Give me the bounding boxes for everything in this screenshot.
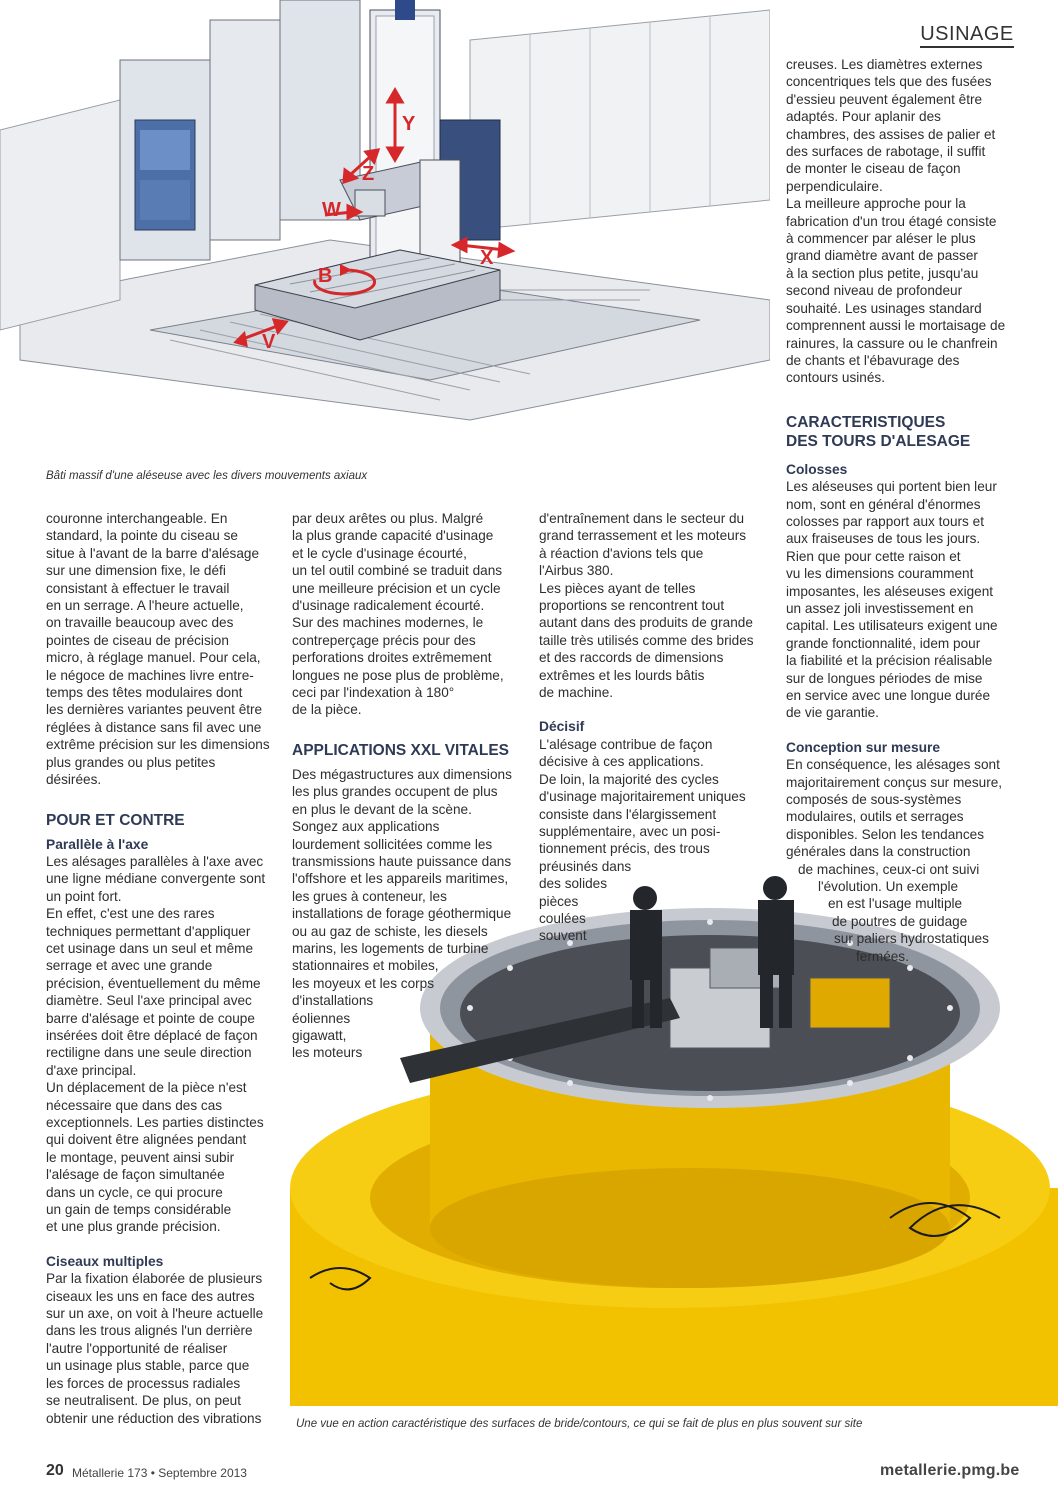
- col2-line: les grues à conteneur, les: [292, 888, 447, 904]
- col1-line: et une plus grande précision.: [46, 1219, 221, 1235]
- col1-line: sur un axe, on voit à l'heure actuelle: [46, 1306, 264, 1322]
- publication-info: Métallerie 173 • Septembre 2013: [72, 1466, 247, 1480]
- col1-line: plus grandes ou plus petites: [46, 754, 216, 770]
- subheading-ciseaux-multiples: Ciseaux multiples: [46, 1253, 164, 1269]
- col1-line: exceptionnels. Les parties distinctes: [46, 1115, 264, 1130]
- col1-line: les dernières variantes peuvent être: [46, 702, 263, 718]
- col3-line: tionnement précis, des trous: [539, 841, 710, 857]
- col1-line: obtenir une réduction des vibrations: [46, 1410, 262, 1426]
- col2-line: stationnaires et mobiles,: [292, 958, 439, 974]
- col4-line: aux fraiseuses de tous les jours.: [786, 531, 981, 547]
- col2-line: par deux arêtes ou plus. Malgré: [292, 511, 484, 526]
- axis-label-b: B: [318, 265, 333, 287]
- column-4: [786, 56, 1016, 965]
- heading-pour-et-contre: POUR ET CONTRE: [46, 811, 185, 829]
- col2-line: Sur des machines modernes, le: [292, 615, 484, 631]
- figure-caption-bottom: Une vue en action caractéristique des surfaces de bride/contours, ce qui se fait de plus en plus souvent sur site: [296, 1418, 863, 1430]
- heading-applications-xxl: APPLICATIONS XXL VITALES: [292, 741, 510, 759]
- col1-line: dans un cycle, ce qui procure: [46, 1184, 223, 1200]
- col3-line: décisive à ces applications.: [539, 754, 704, 770]
- col3-line: l'Airbus 380.: [539, 563, 614, 579]
- col2-line: éoliennes: [292, 1010, 351, 1026]
- axis-label-x: X: [480, 247, 494, 269]
- col4-line: imposantes, les aléseuses exigent: [786, 583, 994, 599]
- col2-line: et le cycle d'usinage écourté,: [292, 545, 467, 561]
- column-1: [46, 510, 276, 1427]
- col3-line: grand terrassement et les moteurs: [539, 528, 747, 544]
- col3-line: à réaction d'avions tels que: [539, 545, 704, 561]
- heading-caracteristiques-line1: CARACTERISTIQUES: [786, 413, 946, 431]
- col1-line: situe à l'avant de la barre d'alésage: [46, 545, 260, 561]
- col3-line: coulées: [539, 910, 586, 926]
- col4-line: Les aléseuses qui portent bien leur: [786, 479, 997, 495]
- col1-line: sur une dimension fixe, le défi: [46, 563, 226, 579]
- col4-line: La meilleure approche pour la: [786, 196, 966, 212]
- col4-line: grand diamètre avant de passer: [786, 248, 978, 264]
- figure-caption-top: Bâti massif d'une aléseuse avec les divers mouvements axiaux: [46, 470, 368, 482]
- column-3: [539, 510, 769, 945]
- col2-line: les moteurs: [292, 1045, 363, 1061]
- col2-line: contreperçage précis pour des: [292, 632, 476, 648]
- col1-line: un usinage plus stable, parce que: [46, 1358, 250, 1374]
- col4-line: En conséquence, les alésages sont: [786, 757, 1000, 773]
- col1-line: micro, à réglage manuel. Pour cela,: [46, 650, 261, 666]
- col1-line: techniques permettant d'appliquer: [46, 923, 251, 939]
- col4-line: majoritairement conçus sur mesure,: [786, 774, 1003, 790]
- heading-caracteristiques-line2: DES TOURS D'ALESAGE: [786, 432, 971, 450]
- subheading-conception-sur-mesure: Conception sur mesure: [786, 739, 941, 755]
- col1-line: réglées à distance sans fil avec une: [46, 719, 262, 735]
- col1-line: les forces de processus radiales: [46, 1375, 241, 1391]
- col1-line: le négoce de machines livre entre-: [46, 667, 254, 683]
- col1-line: en un serrage. A l'heure actuelle,: [46, 598, 244, 614]
- col2-line: les moyeux et les corps: [292, 975, 435, 991]
- col3-line: souvent: [539, 928, 587, 944]
- col2-line: d'installations: [292, 993, 374, 1009]
- col1-line: une ligne médiane convergente sont: [46, 871, 266, 887]
- col3-line: extrêmes et les lourds bâtis: [539, 667, 705, 683]
- section-tag: USINAGE: [920, 22, 1014, 48]
- col1-line: un gain de temps considérable: [46, 1202, 232, 1218]
- col4-line: adaptés. Pour aplanir des: [786, 109, 941, 125]
- col2-line: perforations droites extrêmement: [292, 650, 492, 666]
- boring-machine-illustration: [0, 0, 770, 460]
- subheading-colosses: Colosses: [786, 461, 848, 477]
- col2-line: un tel outil combiné se traduit dans: [292, 563, 503, 579]
- col2-line: ou au gaz de schiste, les diesels: [292, 923, 488, 939]
- col3-line: autant dans des produits de grande: [539, 615, 753, 631]
- col4-line: rainures, la cassure ou le chanfrein: [786, 335, 998, 351]
- col4-line: de chants et l'ébavurage des: [786, 352, 960, 368]
- col2-line: une meilleure précision et un cycle: [292, 580, 501, 596]
- col1-line: extrême précision sur les dimensions: [46, 737, 270, 753]
- col4-line: sur paliers hydrostatiques: [834, 931, 989, 947]
- col1-line: l'alésage de façon simultanée: [46, 1167, 225, 1183]
- col4-line: sur de longues périodes de mise: [786, 670, 983, 686]
- col4-line: disponibles. Selon les tendances: [786, 826, 984, 842]
- axis-label-v: V: [262, 331, 276, 353]
- col4-line: comprennent aussi le mortaisage de: [786, 318, 1006, 334]
- col4-line: perpendiculaire.: [786, 178, 883, 194]
- website-link[interactable]: metallerie.pmg.be: [880, 1462, 1020, 1479]
- page-number: 20: [46, 1462, 64, 1479]
- col3-line: pièces: [539, 893, 579, 909]
- col2-line: l'offshore et les appareils maritimes,: [292, 871, 509, 887]
- col4-line: grande fonctionnalité, idem pour: [786, 635, 981, 651]
- col1-line: Par la fixation élaborée de plusieurs: [46, 1271, 263, 1287]
- col1-line: on travaille beaucoup avec des: [46, 615, 234, 631]
- col4-line: modulaires, outils et serrages: [786, 809, 964, 825]
- subheading-parallele: Parallèle à l'axe: [46, 836, 149, 852]
- col2-line: de la pièce.: [292, 702, 362, 718]
- col4-line: second niveau de profondeur: [786, 283, 963, 299]
- col2-line: installations de forage géothermique: [292, 906, 512, 922]
- col1-line: le montage, peuvent ainsi subir: [46, 1149, 235, 1165]
- col1-line: cet usinage dans un seul et même: [46, 940, 254, 956]
- col3-line: taille très utilisés comme des brides: [539, 632, 754, 648]
- col4-line: d'essieu peuvent également être: [786, 91, 983, 107]
- col1-line: standard, la pointe du ciseau se: [46, 528, 238, 544]
- col4-line: creuses. Les diamètres externes: [786, 57, 983, 72]
- col1-line: Les alésages parallèles à l'axe avec: [46, 853, 264, 869]
- col2-line: les plus grandes occupent de plus: [292, 784, 498, 800]
- col2-line: Des mégastructures aux dimensions: [292, 766, 512, 782]
- col3-line: L'alésage contribue de façon: [539, 736, 713, 752]
- col2-line: gigawatt,: [292, 1027, 347, 1043]
- col4-line: souhaité. Les usinages standard: [786, 300, 982, 316]
- col1-line: dans les trous alignés l'un derrière: [46, 1323, 253, 1339]
- subheading-decisif: Décisif: [539, 719, 585, 735]
- col1-line: ciseaux les uns en face des autres: [46, 1288, 255, 1304]
- col4-line: en service avec une longue durée: [786, 688, 991, 703]
- col3-line: d'entraînement dans le secteur du: [539, 511, 745, 526]
- col2-line: d'usinage radicalement écourté.: [292, 598, 485, 614]
- col3-line: de machine.: [539, 685, 614, 701]
- col1-line: diamètre. Seul l'axe principal avec: [46, 993, 252, 1009]
- col3-line: consiste dans l'élargissement: [539, 806, 717, 822]
- col1-line: pointes de ciseau de précision: [46, 632, 229, 648]
- col4-line: fermées.: [856, 948, 909, 964]
- col4-line: des surfaces de rabotage, il suffit: [786, 144, 986, 160]
- axis-label-w: W: [322, 199, 341, 221]
- col1-line: consistant à effectuer le travail: [46, 580, 230, 596]
- col2-line: la plus grande capacité d'usinage: [292, 528, 494, 544]
- col3-line: Les pièces ayant de telles: [539, 580, 696, 596]
- col1-line: rectiligne dans une seule direction: [46, 1045, 252, 1061]
- col1-line: précision, éventuellement du même: [46, 975, 261, 991]
- col4-line: générales dans la construction: [786, 844, 971, 860]
- col1-line: qui doivent être alignées pendant: [46, 1132, 247, 1148]
- col4-line: la fiabilité et la précision réalisable: [786, 653, 993, 669]
- col1-line: l'autre l'opportunité de réaliser: [46, 1340, 228, 1356]
- col4-line: capital. Les utilisateurs exigent une: [786, 618, 998, 634]
- col3-line: De loin, la majorité des cycles: [539, 771, 719, 787]
- col2-line: Songez aux applications: [292, 819, 440, 835]
- col2-line: en plus le devant de la scène.: [292, 801, 472, 817]
- col4-line: à commencer par aléser le plus: [786, 231, 976, 247]
- col3-line: préusinés dans: [539, 858, 632, 874]
- col4-line: de monter le ciseau de façon: [786, 161, 961, 177]
- axis-label-z: Z: [362, 163, 375, 185]
- col4-line: vu les dimensions couramment: [786, 566, 974, 582]
- col3-line: des solides: [539, 876, 608, 892]
- col2-line: lourdement sollicitées comme les: [292, 836, 493, 852]
- col4-line: l'évolution. Un exemple: [818, 879, 959, 895]
- col4-line: de poutres de guidage: [832, 913, 968, 929]
- col4-line: contours usinés.: [786, 370, 885, 386]
- col1-line: couronne interchangeable. En: [46, 511, 228, 526]
- col4-line: nom, sont en général d'énormes: [786, 496, 981, 512]
- col1-line: insérées doit être déplacé de façon: [46, 1027, 258, 1043]
- col3-line: proportions se rencontrent tout: [539, 598, 725, 614]
- col2-line: marins, les logements de turbine: [292, 940, 489, 956]
- col2-line: ceci par l'indexation à 180°: [292, 685, 455, 701]
- col1-line: En effet, c'est une des rares: [46, 906, 215, 922]
- heading-caracteristiques: [786, 413, 1016, 451]
- col2-line: longues ne pose plus de problème,: [292, 667, 504, 683]
- col3-line: supplémentaire, avec un posi-: [539, 823, 721, 839]
- col4-line: chambres, des assises de palier et: [786, 126, 996, 142]
- col4-line: concentriques tels que des fusées: [786, 74, 992, 90]
- col1-line: un point fort.: [46, 888, 122, 904]
- col1-line: barre d'alésage et pointe de coupe: [46, 1010, 255, 1026]
- axis-label-y: Y: [402, 113, 416, 135]
- col1-line: Un déplacement de la pièce n'est: [46, 1080, 247, 1096]
- col3-line: d'usinage majoritairement uniques: [539, 789, 746, 805]
- col1-line: serrage et avec une grande: [46, 958, 213, 974]
- col4-line: colosses par rapport aux tours et: [786, 513, 984, 529]
- col4-line: de machines, ceux-ci ont suivi: [798, 861, 980, 877]
- col4-line: composés de sous-systèmes: [786, 792, 962, 808]
- col1-line: désirées.: [46, 772, 102, 788]
- col4-line: de vie garantie.: [786, 705, 879, 721]
- col4-line: un assez joli investissement en: [786, 600, 974, 616]
- col1-line: se neutralisent. De plus, on peut: [46, 1393, 241, 1409]
- col4-line: à la section plus petite, jusqu'au: [786, 265, 979, 281]
- col4-line: Rien que pour cette raison et: [786, 548, 961, 564]
- col1-line: d'axe principal.: [46, 1062, 137, 1078]
- col2-line: transmissions haute puissance dans: [292, 853, 512, 869]
- col1-line: nécessaire que dans des cas: [46, 1097, 223, 1113]
- col4-line: en est l'usage multiple: [828, 896, 963, 912]
- column-2: [292, 510, 522, 1062]
- col4-line: fabrication d'un trou étagé consiste: [786, 213, 997, 229]
- col3-line: et des raccords de dimensions: [539, 650, 724, 666]
- col1-line: temps des têtes modulaires dont: [46, 685, 243, 701]
